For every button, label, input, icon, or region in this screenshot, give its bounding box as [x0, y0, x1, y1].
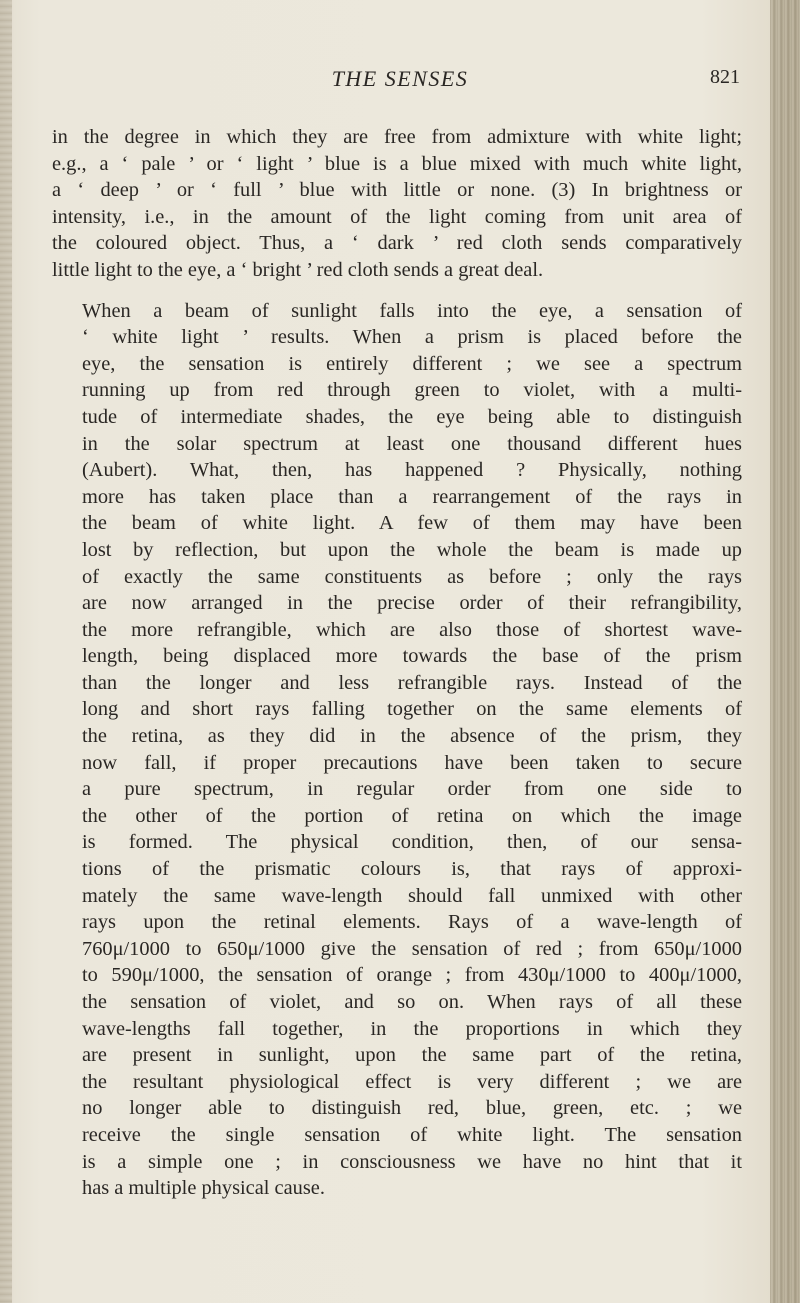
- page-fore-edge: [770, 0, 800, 1303]
- text-line: little light to the eye, a ‘ bright ’ red cloth sends a great deal.: [52, 258, 544, 281]
- page-number: 821: [710, 66, 740, 88]
- text-line: (Aubert). What, then, has happened ? Physically, nothing: [82, 459, 742, 482]
- text-line: mately the same wave-length should fall unmixed with other: [82, 884, 742, 907]
- text-line: in the solar spectrum at least one thousand different hues: [82, 432, 742, 455]
- text-line: to 590μ/1000, the sensation of orange ; from 430μ/1000 to 400μ/1000,: [82, 964, 742, 987]
- text-line: the resultant physiological effect is very different ; we are: [82, 1070, 742, 1093]
- text-line: no longer able to distinguish red, blue, green, etc. ; we: [82, 1097, 742, 1120]
- text-line: ‘ white light ’ results. When a prism is placed before the: [82, 326, 742, 349]
- body-text: [52, 124, 742, 1202]
- text-line: a ‘ deep ’ or ‘ full ’ blue with little or none. (3) In brightness or: [52, 179, 742, 202]
- text-line: tions of the prismatic colours is, that rays of approxi-: [82, 858, 742, 881]
- text-line: a pure spectrum, in regular order from one side to: [82, 778, 742, 801]
- text-line: more has taken place than a rearrangement of the rays in: [82, 485, 742, 508]
- page-gutter-shadow: [0, 0, 12, 1303]
- text-line: intensity, i.e., in the amount of the light coming from unit area of: [52, 205, 742, 228]
- text-line: the more refrangible, which are also those of shortest wave-: [82, 618, 742, 641]
- text-line: eye, the sensation is entirely different ; we see a spectrum: [82, 352, 742, 375]
- text-line: is formed. The physical condition, then, of our sensa-: [82, 831, 742, 854]
- text-line: long and short rays falling together on the same elements of: [82, 698, 742, 721]
- text-line: is a simple one ; in consciousness we have no hint that it: [82, 1150, 742, 1173]
- text-line: in the degree in which they are free from admixture with white light;: [52, 126, 742, 148]
- text-line: length, being displaced more towards the base of the prism: [82, 645, 742, 668]
- text-line: are present in sunlight, upon the same part of the retina,: [82, 1044, 742, 1067]
- text-line: running up from red through green to violet, with a multi-: [82, 379, 742, 402]
- text-line: than the longer and less refrangible rays. Instead of the: [82, 671, 742, 694]
- running-head-title: THE SENSES: [331, 66, 469, 91]
- text-line: the coloured object. Thus, a ‘ dark ’ red cloth sends comparatively: [52, 232, 742, 255]
- text-line: are now arranged in the precise order of their refrangibility,: [82, 592, 742, 615]
- text-line: now fall, if proper precautions have been taken to secure: [82, 751, 742, 774]
- paragraph-color-qualities: [52, 124, 742, 284]
- text-line: 760μ/1000 to 650μ/1000 give the sensation of red ; from 650μ/1000: [82, 937, 742, 960]
- text-line: e.g., a ‘ pale ’ or ‘ light ’ blue is a blue mixed with much white light,: [52, 152, 742, 175]
- text-line: When a beam of sunlight falls into the eye, a sensation of: [82, 299, 742, 322]
- text-line: has a multiple physical cause.: [82, 1177, 325, 1200]
- text-line: the other of the portion of retina on which the image: [82, 804, 742, 827]
- text-line: the sensation of violet, and so on. When rays of all these: [82, 991, 742, 1013]
- text-line: wave-lengths fall together, in the proportions in which they: [82, 1017, 742, 1040]
- text-line: rays upon the retinal elements. Rays of a wave-length of: [82, 911, 742, 934]
- paragraph-white-light: [52, 298, 742, 1202]
- text-line: tude of intermediate shades, the eye being able to distinguish: [82, 405, 742, 428]
- text-line: the beam of white light. A few of them may have been: [82, 512, 742, 535]
- text-line: receive the single sensation of white light. The sensation: [82, 1123, 742, 1146]
- text-line: lost by reflection, but upon the whole the beam is made up: [82, 538, 742, 561]
- running-head: [60, 66, 740, 96]
- text-line: the retina, as they did in the absence of the prism, they: [82, 725, 742, 748]
- text-line: of exactly the same constituents as before ; only the rays: [82, 565, 742, 588]
